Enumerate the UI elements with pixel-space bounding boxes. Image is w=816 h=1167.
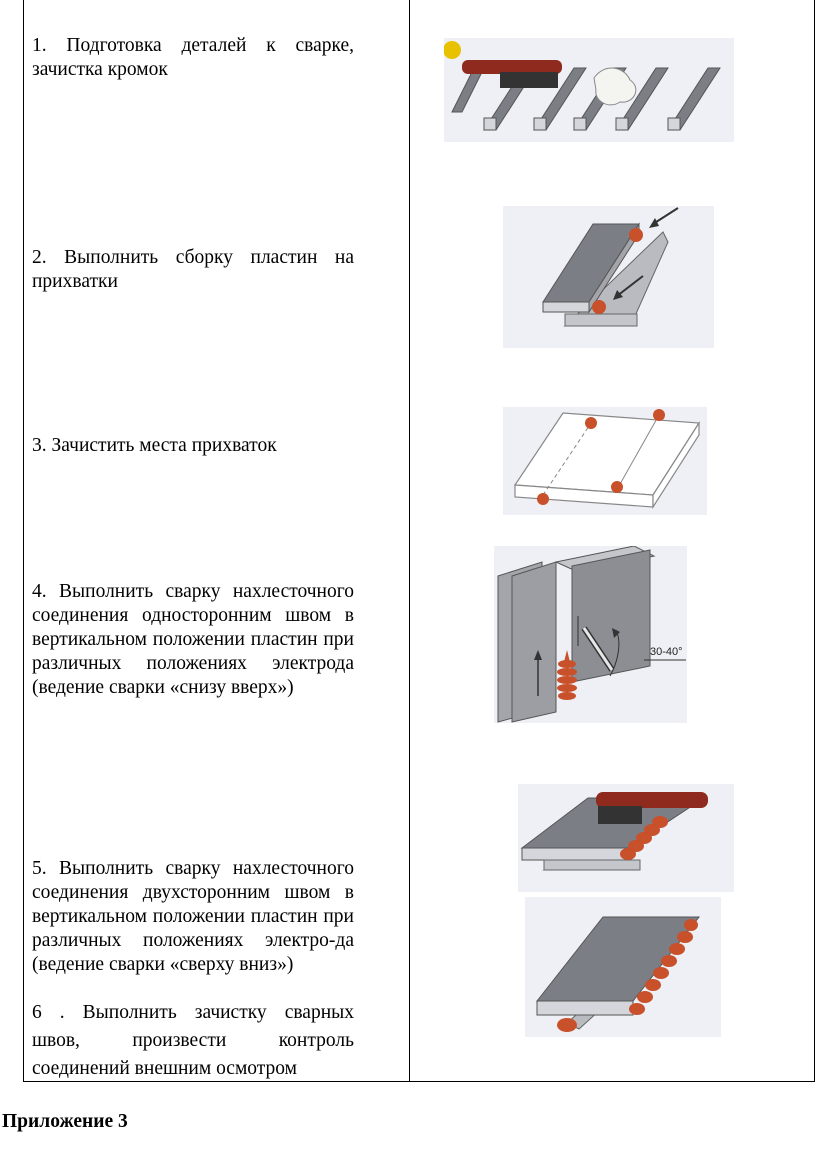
step-1-text: 1. Подготовка деталей к сварке, зачистка кромок [32,35,354,80]
step-3-text: 3. Зачистить места прихваток [32,435,277,456]
table-column-divider [409,0,410,1082]
illustration-vertical-weld-up [494,546,687,723]
step-5-text: 5. Выполнить сварку нахлесточного соединения двухсторонним швом в вертикальном положении пластин при различных положениях электро-да (ведение сварки «сверху вниз») [32,858,354,975]
angle-label: 30-40° [650,646,683,658]
step-6-text: 6 . Выполнить зачистку сварных швов, произвести контроль соединений внешним осмотром [32,1002,354,1079]
table-right-border [814,0,815,1082]
step-2-text: 2. Выполнить сборку пластин на прихватки [32,247,354,292]
illustration-tack-cleaning [503,407,707,515]
table-left-border [23,0,24,1082]
illustration-tack-assembly [503,206,714,348]
appendix-title: Приложение 3 [2,1111,128,1132]
illustration-edge-cleaning [444,38,734,142]
step-4-text: 4. Выполнить сварку нахлесточного соединения односторонним швом в вертикальном положении пластин при различных положениях электрода (ведение сварки «снизу вверх») [32,581,354,698]
illustration-finished-weld [525,897,721,1037]
illustration-bead-brushing [518,784,734,892]
